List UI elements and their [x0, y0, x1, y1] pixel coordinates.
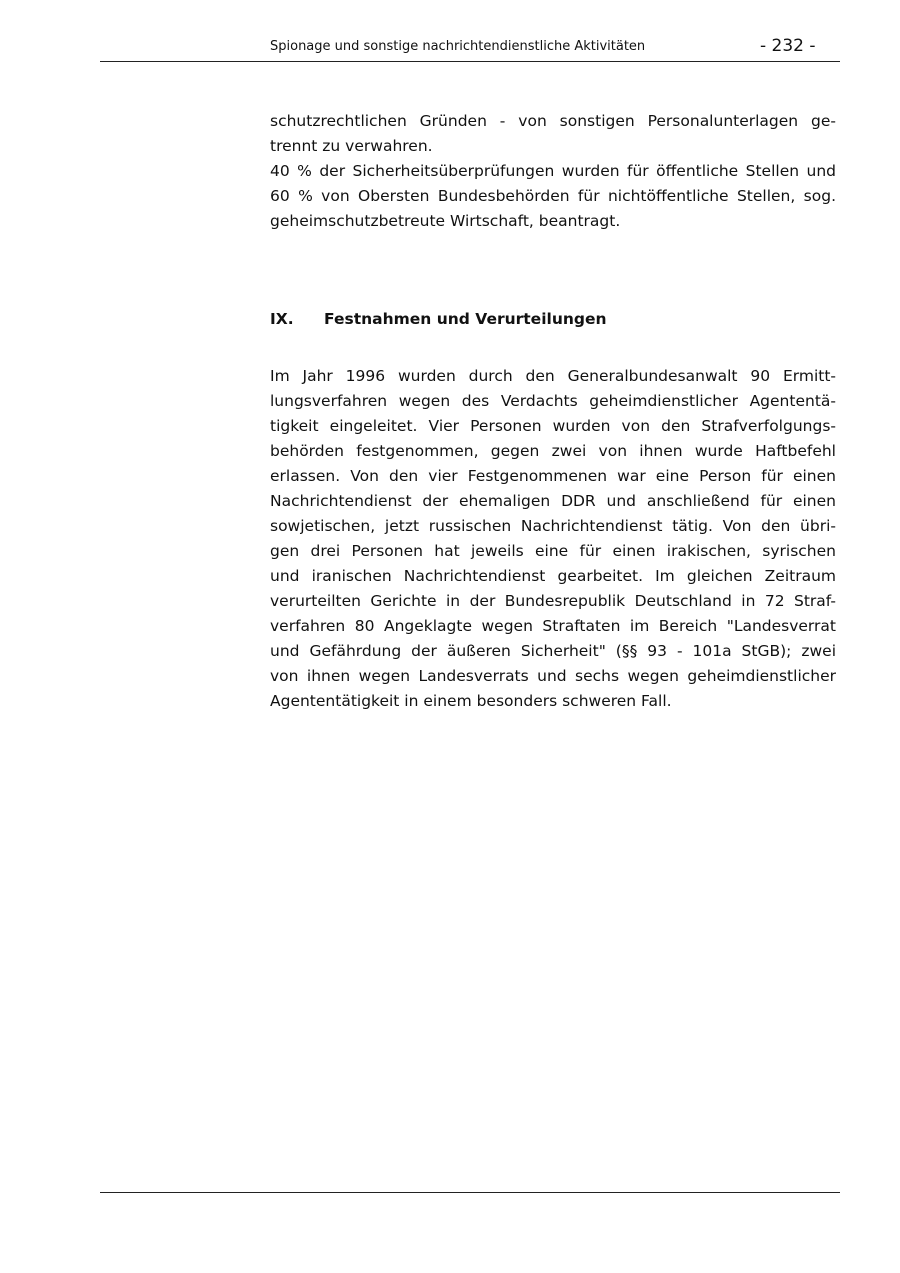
paragraph-line: 40 % der Sicherheitsüberprüfungen wurden für öffentliche Stellen und	[270, 162, 836, 180]
paragraph-line: verurteilten Gerichte in der Bundesrepublik Deutschland in 72 Straf-	[270, 592, 836, 610]
section-number: IX.	[270, 310, 294, 328]
paragraph-line: gen drei Personen hat jeweils eine für einen irakischen, syrischen	[270, 542, 836, 560]
paragraph-line: lungsverfahren wegen des Verdachts geheimdienstlicher Agententä-	[270, 392, 836, 410]
paragraph-line: von ihnen wegen Landesverrats und sechs wegen geheimdienstlicher	[270, 667, 836, 685]
paragraph-line: Im Jahr 1996 wurden durch den Generalbundesanwalt 90 Ermitt-	[270, 367, 836, 385]
header-rule	[100, 61, 840, 62]
section-title: Festnahmen und Verurteilungen	[324, 310, 607, 328]
paragraph-line: trennt zu verwahren.	[270, 137, 433, 155]
paragraph-line: tigkeit eingeleitet. Vier Personen wurden von den Strafverfolgungs-	[270, 417, 836, 435]
paragraph-line: schutzrechtlichen Gründen - von sonstigen Personalunterlagen ge-	[270, 112, 836, 130]
paragraph-line: verfahren 80 Angeklagte wegen Straftaten im Bereich "Landesverrat	[270, 617, 836, 635]
main-paragraph	[270, 364, 836, 714]
paragraph-line: erlassen. Von den vier Festgenommenen war eine Person für einen	[270, 467, 836, 485]
footer-rule	[100, 1192, 840, 1193]
paragraph-line: Agententätigkeit in einem besonders schweren Fall.	[270, 692, 672, 710]
paragraph-line: Nachrichtendienst der ehemaligen DDR und anschließend für einen	[270, 492, 836, 510]
section-heading	[270, 308, 607, 330]
paragraph-line: geheimschutzbetreute Wirtschaft, beantragt.	[270, 212, 621, 230]
running-header-title: Spionage und sonstige nachrichtendienstliche Aktivitäten	[270, 39, 646, 54]
paragraph-line: 60 % von Obersten Bundesbehörden für nichtöffentliche Stellen, sog.	[270, 187, 836, 205]
paragraph-line: sowjetischen, jetzt russischen Nachrichtendienst tätig. Von den übri-	[270, 517, 836, 535]
paragraph-line: behörden festgenommen, gegen zwei von ihnen wurde Haftbefehl	[270, 442, 836, 460]
page-number: - 232 -	[760, 36, 816, 56]
paragraph-line: und iranischen Nachrichtendienst gearbeitet. Im gleichen Zeitraum	[270, 567, 836, 585]
paragraph-line: und Gefährdung der äußeren Sicherheit" (§§ 93 - 101a StGB); zwei	[270, 642, 836, 660]
top-paragraph	[270, 109, 836, 234]
